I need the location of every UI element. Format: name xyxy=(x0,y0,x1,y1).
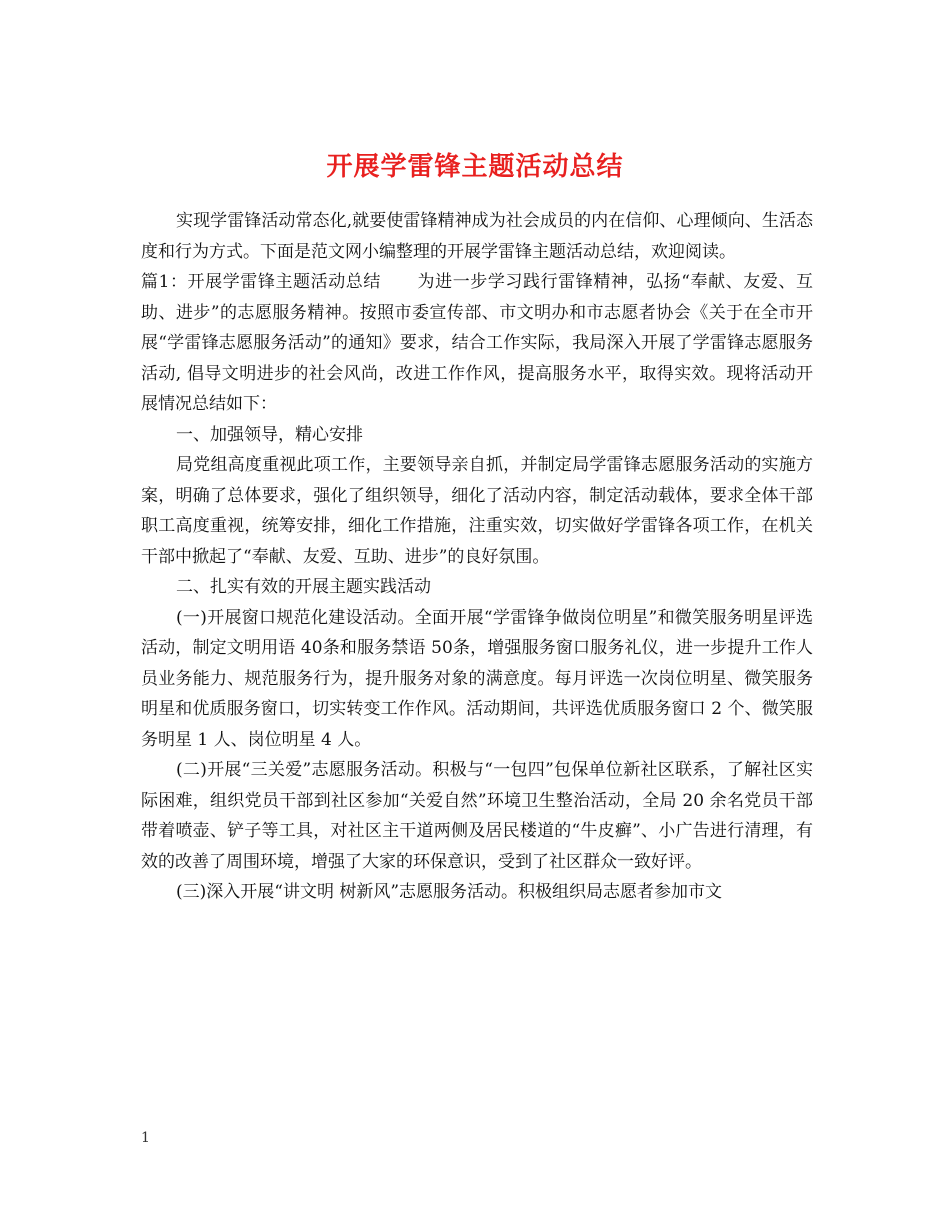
intro-paragraph: 实现学雷锋活动常态化,就要使雷锋精神成为社会成员的内在信仰、心理倾向、生活态度和行为方式。下面是范文网小编整理的开展学雷锋主题活动总结，欢迎阅读。 xyxy=(141,211,813,262)
section-paragraph-2: (一)开展窗口规范化建设活动。全面开展“学雷锋争做岗位明星”和微笑服务明星评选活动，制定文明用语 40条和服务禁语 50条，增强服务窗口服务礼仪，进一步提升工作人员业务能力、规范服务行为，提升服务对象的满意度。每月评选一次岗位明星、微笑服务明星和优质服务窗口，切实转变工作作风。活动期间，共评选优质服务窗口 2 个、微笑服务明星 1 人、岗位明星 4 人。 xyxy=(141,607,813,750)
section-paragraph-4: (三)深入开展“讲文明 树新风”志愿服务活动。积极组织局志愿者参加市文 xyxy=(176,882,723,902)
page-number: 1 xyxy=(141,1130,150,1146)
section-heading-1: 一、加强领导，精心安排 xyxy=(176,424,363,445)
section-heading-2: 二、扎实有效的开展主题实践活动 xyxy=(176,577,431,597)
piece-label: 篇1：开展学雷锋主题活动总结 xyxy=(141,272,381,292)
section-paragraph-3: (二)开展“三关爱”志愿服务活动。积极与“一包四”包保单位新社区联系，了解社区实际困难，组织党员干部到社区参加“关爱自然”环境卫生整治活动，全局 20 余名党员干部带着喷壶、铲子等工具，对社区主干道两侧及居民楼道的“牛皮癣”、小广告进行清理，有效的改善了周围环境，增强了大家的环保意识，受到了社区群众一致好评。 xyxy=(141,760,813,872)
piece-paragraph xyxy=(141,267,813,420)
section-paragraph-1: 局党组高度重视此项工作，主要领导亲自抓，并制定局学雷锋志愿服务活动的实施方案，明确了总体要求，强化了组织领导，细化了活动内容，制定活动载体，要求全体干部职工高度重视，统筹安排，细化工作措施，注重实效，切实做好学雷锋各项工作，在机关干部中掀起了“奉献、友爱、互助、进步”的良好氛围。 xyxy=(141,455,813,567)
document-body xyxy=(141,206,813,908)
piece-text: 为进一步学习践行雷锋精神，弘扬“奉献、友爱、互助、进步”的志愿服务精神。按照市委宣传部、市文明办和市志愿者协会《关于在全市开展“学雷锋志愿服务活动”的通知》要求，结合工作实际，我局深入开展了学雷锋志愿服务活动, 倡导文明进步的社会风尚，改进工作作风，提高服务水平，取得实效。现将活动开展情况总结如下： xyxy=(141,272,813,414)
document-title: 开展学雷锋主题活动总结 xyxy=(326,152,624,183)
